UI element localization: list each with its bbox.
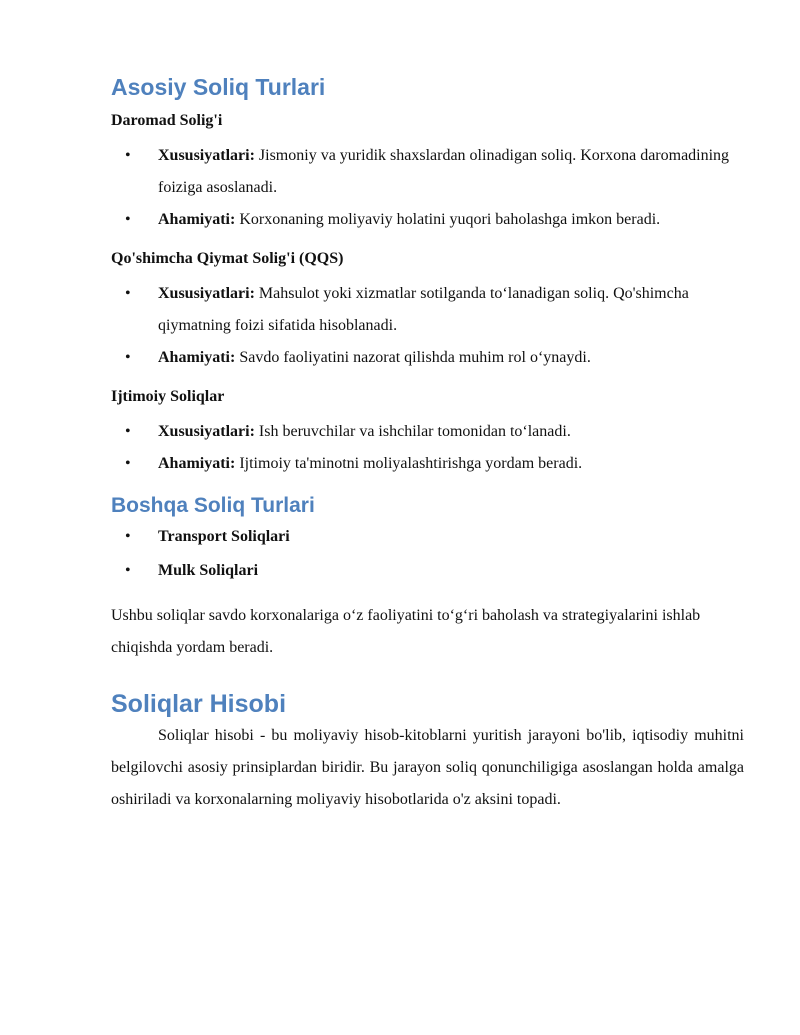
section-title-main-tax-types: Asosiy Soliq Turlari — [111, 74, 326, 100]
bullet-glyph: • — [125, 211, 131, 228]
subheading-income-tax: Daromad Solig'i — [111, 112, 223, 129]
bullet-glyph: • — [125, 455, 131, 472]
bullet-glyph: • — [125, 147, 131, 164]
subheading-social-taxes: Ijtimoiy Soliqlar — [111, 388, 225, 405]
item-label: Xususiyatlari: — [158, 147, 255, 164]
item-text: Mahsulot yoki xizmatlar sotilganda to‘lanadigan soliq. Qo'shimcha qiymatning foizi sifatida hisoblanadi. — [158, 285, 689, 334]
item-label: Xususiyatlari: — [158, 423, 255, 440]
list-item — [111, 278, 744, 342]
item-text: Ish beruvchilar va ishchilar tomonidan to‘lanadi. — [254, 423, 571, 440]
bullet-glyph: • — [125, 562, 131, 579]
other-taxes-list — [111, 520, 744, 588]
item-text: Savdo faoliyatini nazorat qilishda muhim rol o‘ynaydi. — [235, 349, 591, 366]
bullet-glyph: • — [125, 423, 131, 440]
list-item — [111, 342, 744, 374]
list-item — [111, 204, 744, 236]
bullet-glyph: • — [125, 528, 131, 545]
list-item — [111, 520, 744, 554]
item-label: Ahamiyati: — [158, 455, 236, 472]
item-text: Jismoniy va yuridik shaxslardan olinadigan soliq. Korxona daromadining foiziga asoslanadi. — [158, 147, 730, 196]
tax-accounting-paragraph: Soliqlar hisobi - bu moliyaviy hisob-kitoblarni yuritish jarayoni bo'lib, iqtisodiy muhitni belgilovchi asosiy prinsiplardan biridir. Bu jarayon soliq qonunchiligiga asoslangan holda amalga oshiriladi va korxonalarning moliyaviy hisobotlarida o'z aksini topadi. — [111, 727, 744, 808]
item-label: Mulk Soliqlari — [158, 562, 259, 579]
item-text: Ijtimoiy ta'minotni moliyalashtirishga yordam beradi. — [235, 455, 583, 472]
item-text: Korxonaning moliyaviy holatini yuqori baholashga imkon beradi. — [235, 211, 661, 228]
other-taxes-paragraph: Ushbu soliqlar savdo korxonalariga o‘z faoliyatini to‘g‘ri baholash va strategiyalarini ishlab chiqishda yordam beradi. — [111, 607, 701, 656]
list-item — [111, 140, 744, 204]
item-label: Ahamiyati: — [158, 349, 236, 366]
list-item — [111, 448, 744, 480]
subheading-vat: Qo'shimcha Qiymat Solig'i (QQS) — [111, 250, 344, 267]
section-title-tax-accounting: Soliqlar Hisobi — [111, 690, 287, 718]
social-taxes-list — [111, 416, 744, 480]
item-label: Ahamiyati: — [158, 211, 236, 228]
item-label: Transport Soliqlari — [158, 528, 290, 545]
list-item — [111, 554, 744, 588]
section-title-other-tax-types: Boshqa Soliq Turlari — [111, 494, 315, 517]
bullet-glyph: • — [125, 285, 131, 302]
bullet-glyph: • — [125, 349, 131, 366]
income-tax-list — [111, 140, 744, 236]
vat-list — [111, 278, 744, 374]
list-item — [111, 416, 744, 448]
page-content — [111, 72, 744, 816]
item-label: Xususiyatlari: — [158, 285, 255, 302]
